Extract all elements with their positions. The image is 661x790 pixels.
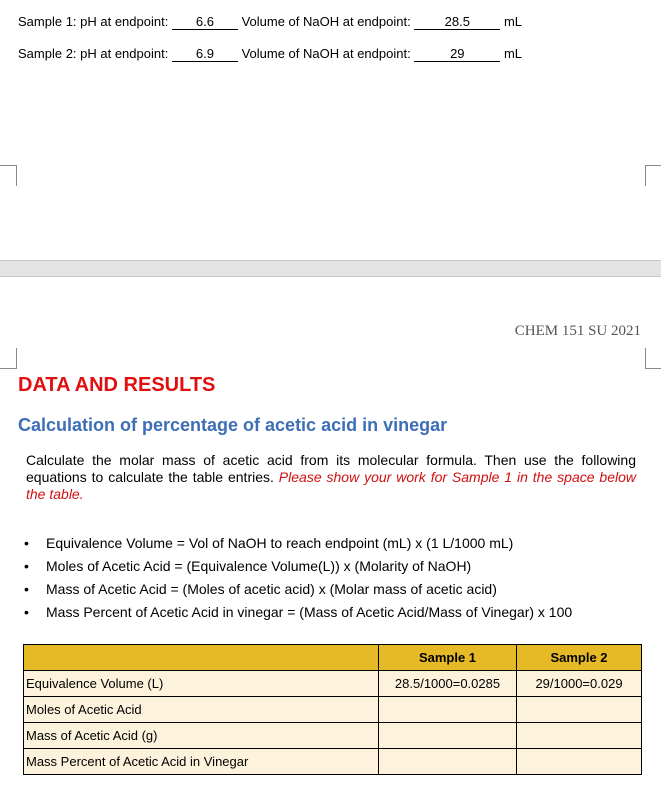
sample-1-unit: mL — [503, 14, 522, 29]
table-cell[interactable] — [379, 723, 517, 749]
bullet-icon: • — [24, 558, 29, 574]
bullet-icon: • — [24, 604, 29, 620]
table-cell[interactable] — [379, 749, 517, 775]
equation-item — [24, 579, 572, 602]
table-cell[interactable] — [379, 697, 517, 723]
row-label: Moles of Acetic Acid — [24, 697, 379, 723]
table-row — [24, 671, 642, 697]
instructions-emphasis: Please show your work for Sample 1 in the space below the table. — [26, 469, 636, 502]
bullet-icon: • — [24, 581, 29, 597]
table-header-row — [24, 645, 642, 671]
table-cell[interactable]: 29/1000=0.029 — [517, 671, 642, 697]
sample-1-ph-value[interactable]: 6.6 — [172, 15, 238, 30]
crop-mark-bottom-left — [0, 165, 17, 186]
results-table — [23, 644, 642, 775]
row-label: Mass Percent of Acetic Acid in Vinegar — [24, 749, 379, 775]
page-separator — [0, 260, 661, 277]
header-cell-sample-2: Sample 2 — [517, 645, 642, 671]
sample-1-ph-label: Sample 1: pH at endpoint: — [18, 14, 169, 29]
instructions-paragraph — [26, 452, 636, 503]
section-title: DATA AND RESULTS — [18, 374, 216, 396]
table-cell[interactable]: 28.5/1000=0.0285 — [379, 671, 517, 697]
crop-mark-top-right — [645, 348, 661, 369]
sample-2-volume-value[interactable]: 29 — [414, 47, 500, 62]
instructions-text: Calculate the molar mass of acetic acid from its molecular formula. Then use the following equations to calculate the table entries. — [26, 452, 636, 485]
equation-list — [24, 533, 572, 625]
header-cell-blank — [24, 645, 379, 671]
row-label: Mass of Acetic Acid (g) — [24, 723, 379, 749]
bullet-icon: • — [24, 535, 29, 551]
sample-2-unit: mL — [503, 46, 522, 61]
equation-text: Mass Percent of Acetic Acid in vinegar = (Mass of Acetic Acid/Mass of Vinegar) x 100 — [46, 604, 573, 620]
sample-1-volume-label: Volume of NaOH at endpoint: — [241, 14, 411, 29]
header-cell-sample-1: Sample 1 — [379, 645, 517, 671]
sample-1-line — [18, 14, 522, 30]
crop-mark-top-left — [0, 348, 17, 369]
table-cell[interactable] — [517, 749, 642, 775]
equation-item — [24, 556, 572, 579]
sample-1-volume-value[interactable]: 28.5 — [414, 15, 500, 30]
equation-text: Mass of Acetic Acid = (Moles of acetic acid) x (Molar mass of acetic acid) — [46, 581, 497, 597]
page-header: CHEM 151 SU 2021 — [514, 323, 641, 339]
row-label: Equivalence Volume (L) — [24, 671, 379, 697]
subsection-title: Calculation of percentage of acetic acid in vinegar — [18, 415, 448, 435]
sample-2-ph-value[interactable]: 6.9 — [172, 47, 238, 62]
table-cell[interactable] — [517, 697, 642, 723]
crop-mark-bottom-right — [645, 165, 661, 186]
table-row — [24, 723, 642, 749]
sample-2-ph-label: Sample 2: pH at endpoint: — [18, 46, 169, 61]
sample-2-line — [18, 46, 522, 62]
table-cell[interactable] — [517, 723, 642, 749]
table-row — [24, 749, 642, 775]
equation-text: Moles of Acetic Acid = (Equivalence Volume(L)) x (Molarity of NaOH) — [46, 558, 472, 574]
table-row — [24, 697, 642, 723]
sample-2-volume-label: Volume of NaOH at endpoint: — [241, 46, 411, 61]
equation-item — [24, 533, 572, 556]
equation-text: Equivalence Volume = Vol of NaOH to reach endpoint (mL) x (1 L/1000 mL) — [46, 535, 514, 551]
equation-item — [24, 602, 572, 625]
